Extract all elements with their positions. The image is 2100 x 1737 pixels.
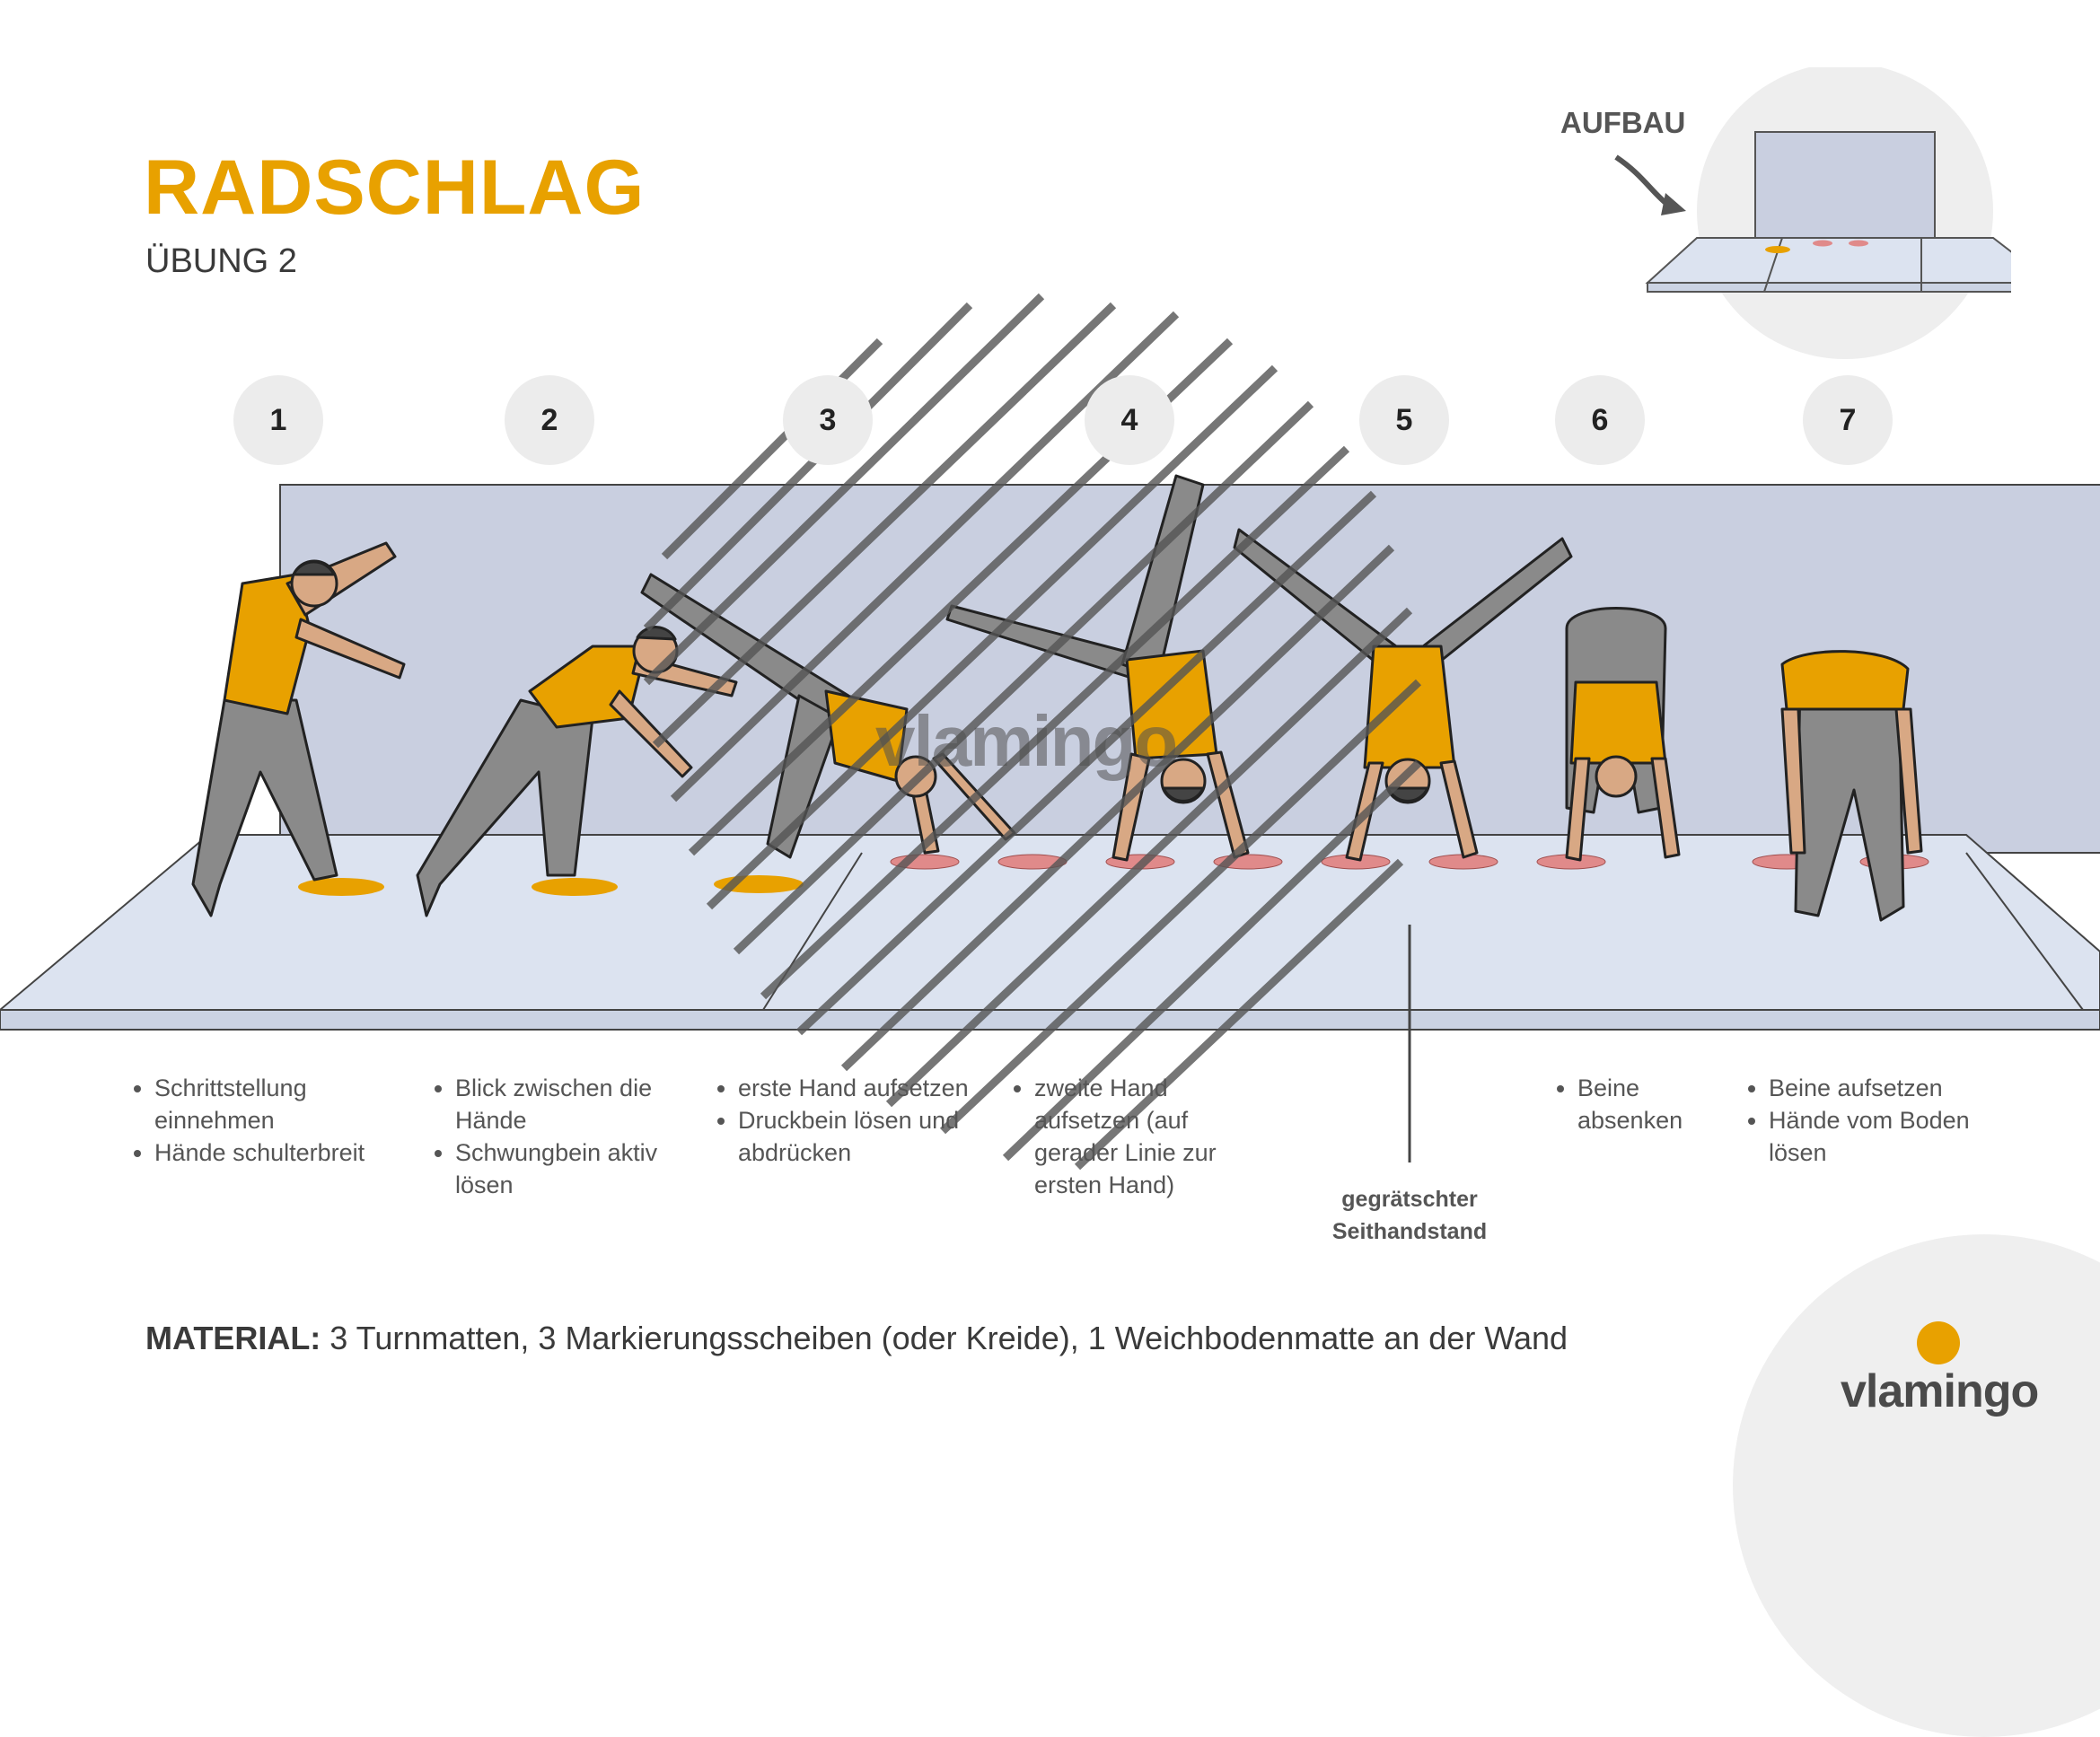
step-1-instructions [127,1072,388,1169]
material-label: MATERIAL: [145,1320,321,1356]
step-7-bullet: • Hände vom Boden lösen [1769,1104,1975,1169]
marker-yellow [532,878,618,896]
step-4-instructions [1007,1072,1268,1201]
step-number-4: 4 [1085,375,1174,465]
step-2-bullet: • Schwungbein aktiv lösen [455,1136,680,1201]
step-3-bullet: • erste Hand aufsetzen [738,1072,971,1104]
step-4-bullet: • zweite Hand aufsetzen (auf gerader Linie zur ersten Hand) [1034,1072,1268,1201]
setup-label: AUFBAU [1560,106,1686,139]
flamingo-icon [1917,1321,1960,1364]
step-number-5: 5 [1359,375,1449,465]
step-number-1: 1 [233,375,323,465]
page-subtitle: ÜBUNG 2 [145,242,297,280]
step-number-2: 2 [505,375,594,465]
step-7-instructions [1742,1072,1975,1169]
step-number-7: 7 [1803,375,1893,465]
step-1-bullet: • Hände schulterbreit [154,1136,388,1169]
step-6-instructions [1551,1072,1694,1136]
position-note-line: gegrätschter [1341,1187,1478,1212]
step-2-bullet: • Blick zwischen die Hände [455,1072,680,1136]
step-number-6: 6 [1555,375,1645,465]
watermark-text: vlamingo [875,701,1177,781]
step-3-instructions [711,1072,971,1169]
step-1-bullet: • Schrittstellung einnehmen [154,1072,388,1136]
step-3-bullet: • Druckbein lösen und abdrücken [738,1104,971,1169]
step-7-bullet: • Beine aufsetzen [1769,1072,1975,1104]
marker-yellow [298,878,384,896]
brand-logo: vlamingo [1841,1365,2039,1417]
material-line [145,1320,1568,1357]
position-note-line: Seithandstand [1331,1219,1488,1244]
page-title: RADSCHLAG [144,145,646,231]
step-number-3: 3 [783,375,873,465]
position-note [1320,1183,1499,1248]
step-2-instructions [428,1072,680,1201]
material-text: 3 Turnmatten, 3 Markierungsscheiben (oder Kreide), 1 Weichbodenmatte an der Wand [321,1320,1568,1356]
step-6-bullet: • Beine absenken [1577,1072,1694,1136]
